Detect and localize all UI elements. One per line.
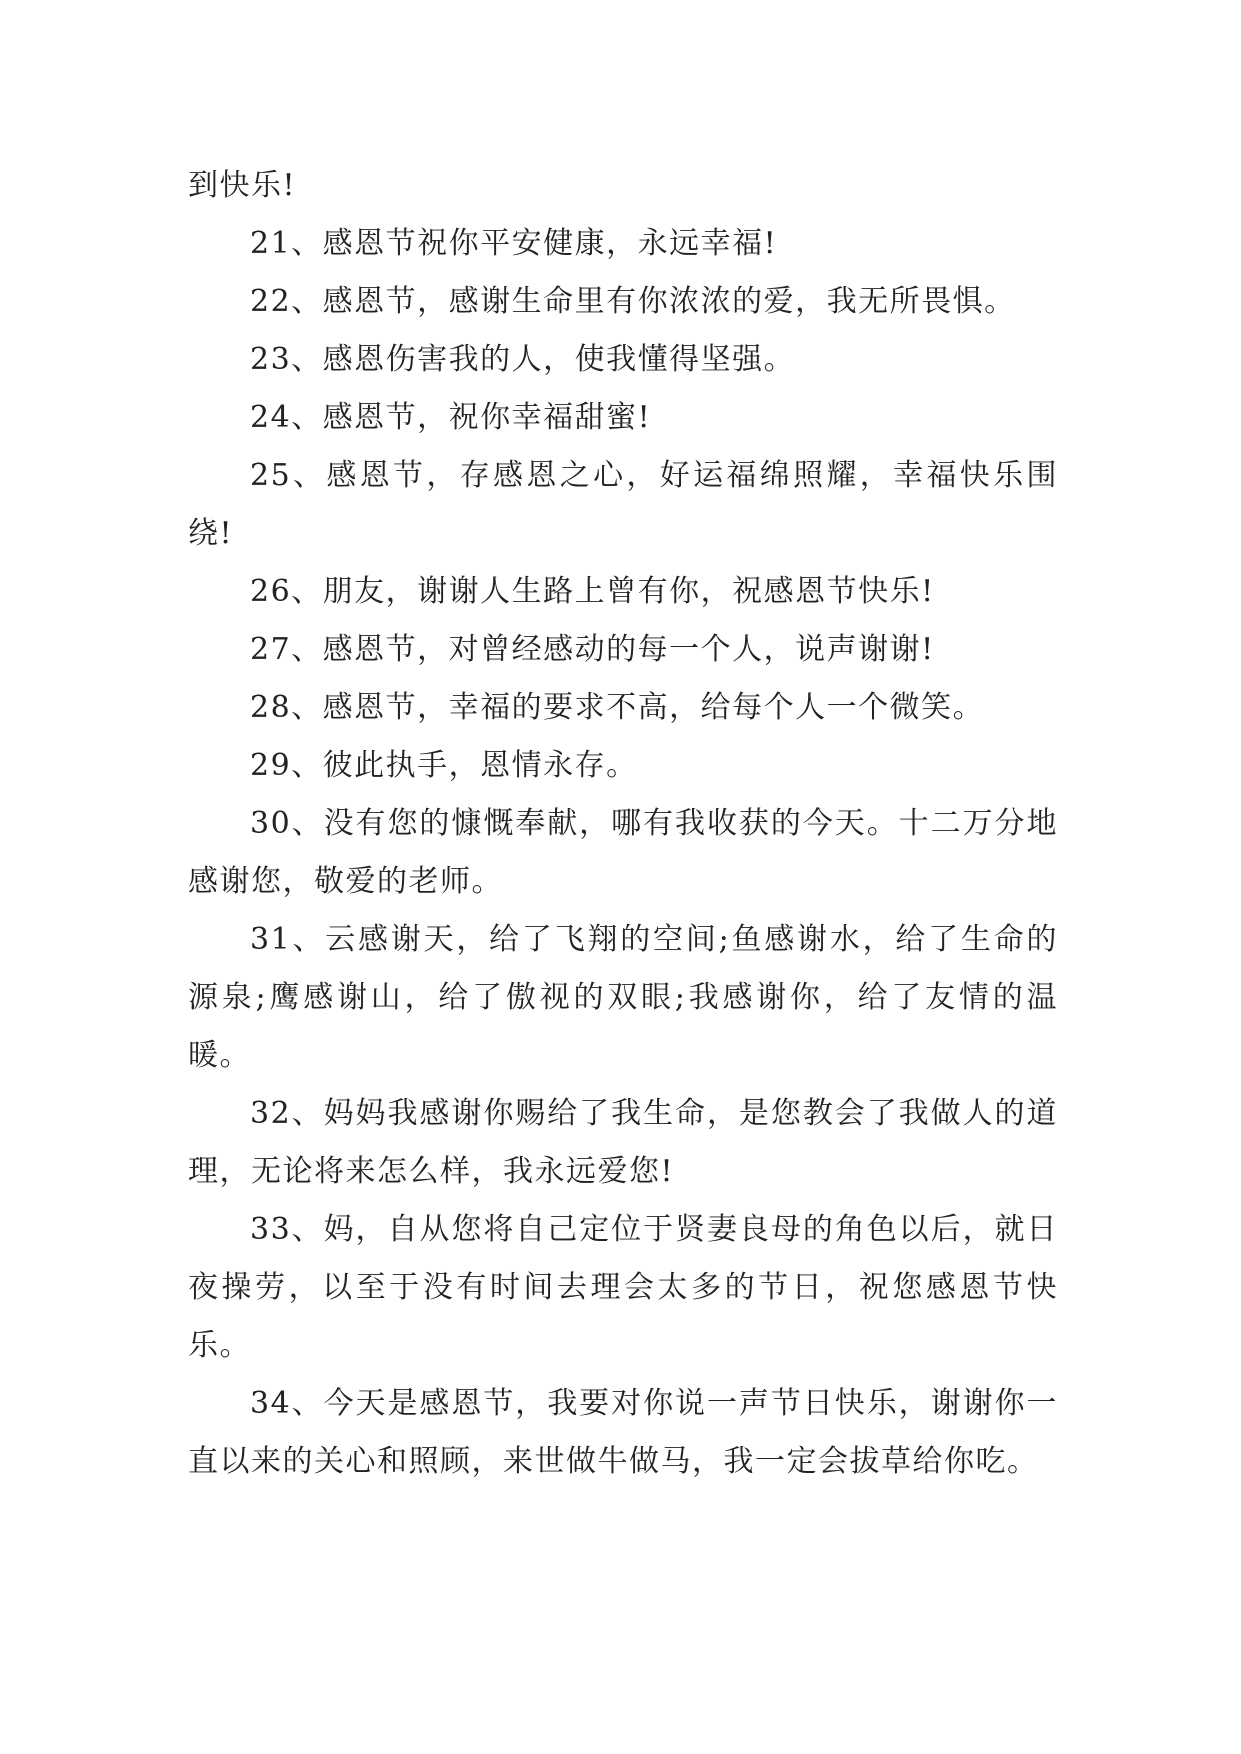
paragraph-31: 31、云感谢天，给了飞翔的空间;鱼感谢水，给了生命的源泉;鹰感谢山，给了傲视的双眼;我感谢你，给了友情的温暖。: [188, 922, 1058, 1073]
paragraph-continuation: 到快乐!: [188, 168, 297, 203]
paragraph-25: 25、感恩节，存感恩之心，好运福绵照耀，幸福快乐围绕!: [188, 458, 1058, 551]
paragraph-33: 33、妈，自从您将自己定位于贤妻良母的角色以后，就日夜操劳，以至于没有时间去理会太多的节日，祝您感恩节快乐。: [188, 1212, 1058, 1363]
paragraph-32: 32、妈妈我感谢你赐给了我生命，是您教会了我做人的道理，无论将来怎么样，我永远爱您!: [188, 1096, 1058, 1189]
paragraph-29: 29、彼此执手，恩情永存。: [250, 748, 638, 783]
paragraph-23: 23、感恩伤害我的人，使我懂得坚强。: [250, 342, 796, 377]
paragraph-28: 28、感恩节，幸福的要求不高，给每个人一个微笑。: [250, 690, 985, 725]
paragraph-30: 30、没有您的慷慨奉献，哪有我收获的今天。十二万分地感谢您，敬爱的老师。: [188, 806, 1058, 899]
paragraph-34: 34、今天是感恩节，我要对你说一声节日快乐，谢谢你一直以来的关心和照顾，来世做牛做马，我一定会拔草给你吃。: [188, 1386, 1058, 1479]
paragraph-26: 26、朋友，谢谢人生路上曾有你，祝感恩节快乐!: [250, 574, 935, 609]
paragraph-27: 27、感恩节，对曾经感动的每一个人，说声谢谢!: [250, 632, 935, 667]
paragraph-21: 21、感恩节祝你平安健康，永远幸福!: [250, 226, 778, 261]
document-body: [188, 157, 1058, 1491]
paragraph-22: 22、感恩节，感谢生命里有你浓浓的爱，我无所畏惧。: [250, 284, 1016, 319]
paragraph-24: 24、感恩节，祝你幸福甜蜜!: [250, 400, 652, 435]
